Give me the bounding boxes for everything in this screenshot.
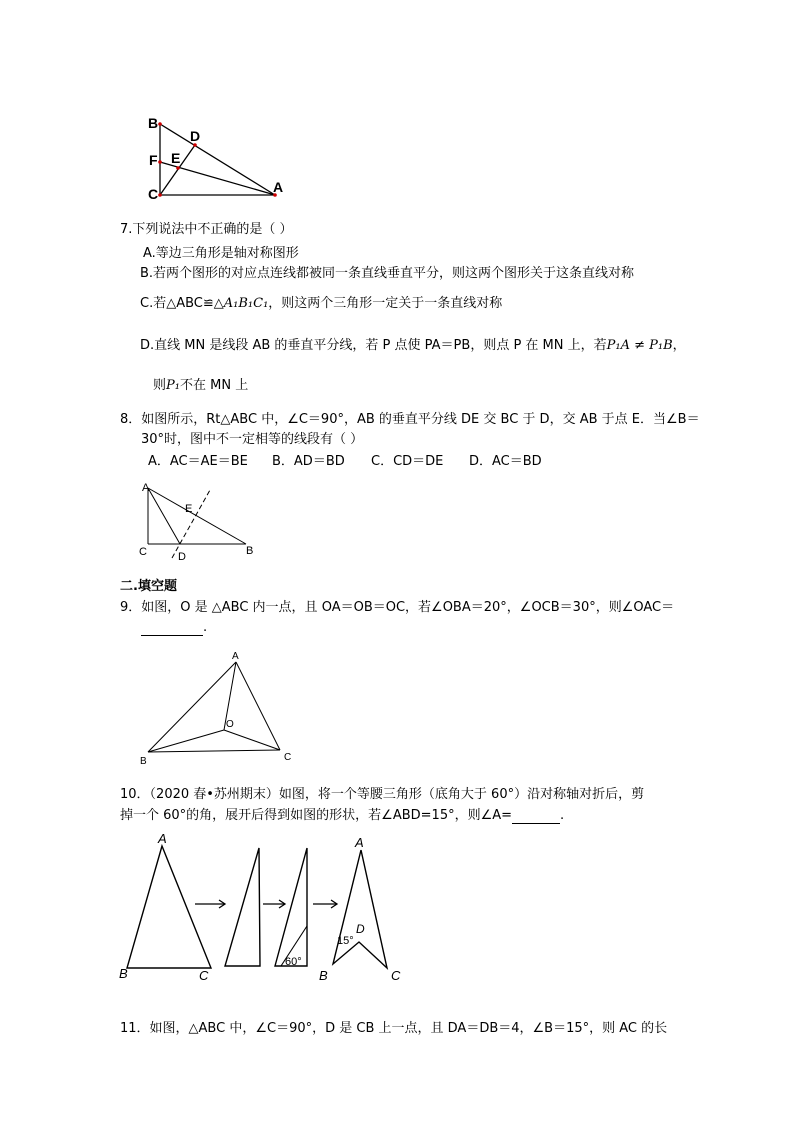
q7-option-c bbox=[140, 296, 502, 312]
label-A: A bbox=[158, 831, 167, 846]
q7-option-d-cont bbox=[153, 378, 248, 394]
label-B: B bbox=[148, 115, 159, 131]
q8-option-c: C．CD＝DE bbox=[371, 454, 444, 469]
q9-answer-line bbox=[141, 620, 207, 636]
q7-option-c-pre: C.若△ABC≌△ bbox=[140, 296, 224, 311]
q8-line1: 8．如图所示，Rt△ABC 中，∠C＝90°，AB 的垂直平分线 DE 交 BC 于 D，交 AB 于点 E．当∠B＝ bbox=[120, 412, 700, 427]
q10-stem: 掉一个 60°的角，展开后得到如图的形状，若∠ABD=15°，则∠A= bbox=[120, 808, 513, 823]
q7-option-d-pre: D.直线 MN 是线段 AB 的垂直平分线，若 P 点使 PA＝PB，则点 P 在 MN 上，若 bbox=[140, 338, 607, 353]
label-E: E bbox=[185, 503, 193, 515]
q8-option-b: B．AD＝BD bbox=[272, 454, 345, 469]
angle-60-label: 60° bbox=[285, 956, 302, 968]
q7-option-c-math: A₁B₁C₁ bbox=[223, 296, 269, 311]
q8-line2: 30°时，图中不一定相等的线段有（ ） bbox=[141, 432, 364, 447]
q9-answer-blank[interactable] bbox=[141, 621, 203, 636]
q9-end: . bbox=[203, 620, 208, 635]
q7-option-d bbox=[140, 338, 686, 354]
label-C: C bbox=[284, 752, 292, 763]
q8-option-d: D．AC＝BD bbox=[469, 454, 542, 469]
label-A: A bbox=[142, 482, 150, 494]
q8-option-a: A．AC＝AE＝BE bbox=[148, 454, 248, 469]
label-A: A bbox=[355, 835, 364, 850]
q7-option-d-math: P₁A ≠ P₁B bbox=[606, 338, 673, 353]
q10-line2 bbox=[120, 808, 564, 824]
q7-option-b: B.若两个图形的对应点连线都被同一条直线垂直平分，则这两个图形关于这条直线对称 bbox=[140, 266, 635, 281]
label-B: B bbox=[119, 966, 128, 981]
q9-text bbox=[120, 600, 674, 616]
label-E: E bbox=[171, 150, 181, 166]
label-D: D bbox=[178, 551, 186, 563]
label-D: D bbox=[190, 128, 201, 144]
label-D: D bbox=[356, 922, 365, 936]
figure-q6-triangle bbox=[140, 110, 300, 205]
label-C: C bbox=[391, 968, 401, 983]
q7-stem: 7.下列说法中不正确的是（ ） bbox=[120, 222, 293, 237]
label-C: C bbox=[148, 186, 159, 202]
label-A: A bbox=[232, 651, 239, 662]
figure-q9-triangle bbox=[138, 648, 298, 766]
q7-option-d-cont-math: P₁ bbox=[166, 378, 180, 393]
label-C: C bbox=[199, 968, 209, 983]
q9-stem: 9．如图，O 是 △ABC 内一点，且 OA＝OB＝OC，若∠OBA＝20°，∠OCB＝30°，则∠OAC＝ bbox=[120, 600, 675, 615]
q10-end: . bbox=[560, 808, 565, 823]
q10-answer-blank[interactable] bbox=[512, 809, 560, 824]
q11-text: 11．如图，△ABC 中，∠C＝90°，D 是 CB 上一点，且 DA＝DB＝4，∠B＝15°，则 AC 的长 bbox=[120, 1021, 668, 1036]
label-B: B bbox=[246, 545, 254, 557]
label-A: A bbox=[273, 179, 284, 195]
q7-option-c-post: ，则这两个三角形一定关于一条直线对称 bbox=[268, 296, 503, 311]
figure-q10-sequence bbox=[115, 831, 415, 992]
label-C: C bbox=[139, 546, 147, 558]
section-title: 二.填空题 bbox=[120, 579, 177, 594]
label-B: B bbox=[319, 968, 328, 983]
q7-option-a: A.等边三角形是轴对称图形 bbox=[143, 246, 299, 261]
q10-line1: 10．（2020 春•苏州期末）如图，将一个等腰三角形（底角大于 60°）沿对称轴对折后，剪 bbox=[120, 787, 645, 802]
q7-option-d-cont-pre: 则 bbox=[153, 378, 167, 393]
figure-q8-right-triangle bbox=[138, 478, 268, 563]
angle-15-label: 15° bbox=[337, 935, 354, 947]
label-F: F bbox=[149, 152, 158, 168]
q7-option-d-post: ， bbox=[672, 338, 686, 353]
label-B: B bbox=[140, 756, 147, 767]
q7-option-d-cont-post: 不在 MN 上 bbox=[179, 378, 249, 393]
label-O: O bbox=[226, 719, 234, 730]
